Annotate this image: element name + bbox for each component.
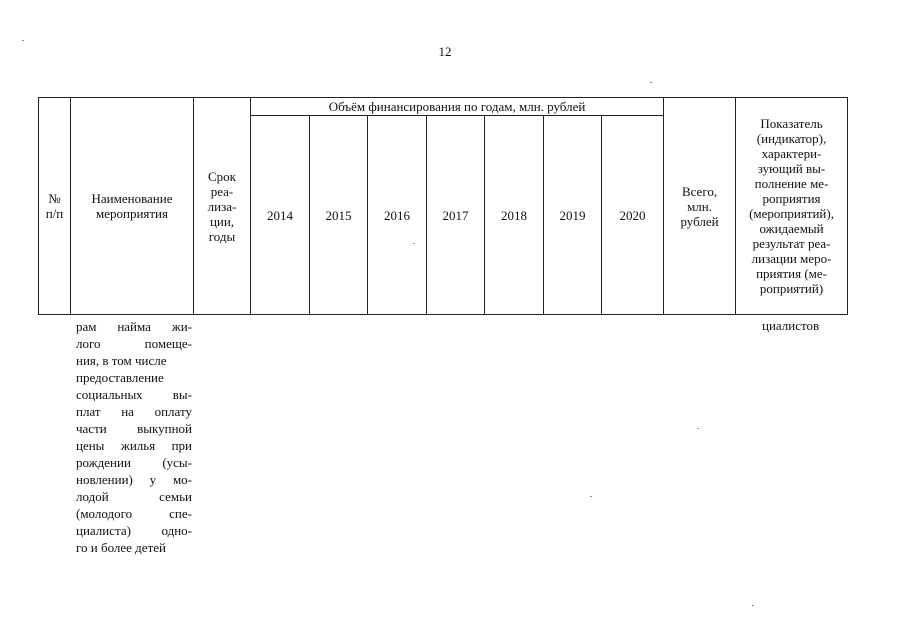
header-num — [39, 98, 71, 315]
header-name-line: мероприятия — [95, 206, 168, 221]
header-indicator — [736, 98, 848, 315]
year-2019: 2019 — [544, 116, 602, 315]
name-line: части выкупной — [76, 421, 192, 436]
name-line: социальных вы- — [76, 387, 192, 402]
year-2014: 2014 — [251, 116, 310, 315]
name-line: рам найма жи- — [76, 319, 192, 334]
name-line: цены жилья при — [76, 438, 192, 453]
header-indicator-line: Показатель — [760, 116, 823, 131]
scan-speck — [752, 605, 754, 606]
continuation-indicator-text: циалистов — [762, 318, 820, 333]
header-indicator-line: ожидаемый — [759, 221, 824, 236]
header-term-line: Срок — [208, 168, 236, 184]
name-line: лодой семьи — [76, 489, 192, 504]
year-2016: 2016 — [368, 116, 427, 315]
header-indicator-line: характери- — [761, 146, 822, 161]
header-indicator-line: приятия (ме- — [756, 266, 827, 281]
header-total-line: рублей — [680, 213, 719, 229]
name-line: новлении) у мо- — [76, 472, 192, 487]
header-indicator-line: (индикатор), — [756, 131, 827, 146]
header-indicator-line: результат реа- — [752, 236, 831, 251]
page-number: 12 — [438, 44, 452, 59]
name-line: го и более детей — [76, 540, 166, 555]
header-table — [38, 97, 848, 315]
header-name — [71, 98, 194, 315]
header-indicator-line: роприятий) — [759, 281, 824, 296]
header-total-line: Всего, — [681, 183, 718, 199]
name-line: рождении (усы- — [76, 455, 192, 470]
header-term-line: ции, — [209, 213, 235, 229]
name-line: (молодого спе- — [76, 506, 192, 521]
name-line: лого помеще- — [76, 336, 192, 351]
header-name-line: Наименование — [91, 191, 173, 206]
header-funding: Объём финансирования по годам, млн. рублей — [251, 98, 664, 116]
header-indicator-line: полнение ме- — [754, 176, 829, 191]
name-line: циалиста) одно- — [76, 523, 192, 538]
header-indicator-line: лизации меро- — [751, 251, 832, 266]
header-term-line: годы — [208, 228, 236, 244]
header-num-line: № — [48, 191, 61, 206]
year-2017: 2017 — [427, 116, 485, 315]
scan-speck — [413, 243, 415, 244]
header-total — [664, 98, 736, 315]
scan-speck — [590, 496, 592, 497]
header-num-line: п/п — [45, 206, 64, 221]
continuation-name-text — [76, 318, 192, 556]
scan-speck — [22, 40, 24, 41]
year-2020: 2020 — [602, 116, 664, 315]
header-indicator-line: (мероприятий), — [749, 206, 834, 221]
year-2018: 2018 — [485, 116, 544, 315]
name-line: ния, в том числе — [76, 353, 167, 368]
header-term-line: лиза- — [207, 198, 237, 214]
scan-speck — [697, 428, 699, 429]
header-term — [194, 98, 251, 315]
year-2015: 2015 — [310, 116, 368, 315]
scan-speck — [650, 82, 652, 83]
header-indicator-line: зующий вы- — [757, 161, 826, 176]
name-line: плат на оплату — [76, 404, 192, 419]
header-indicator-line: роприятия — [762, 191, 821, 206]
name-line: предоставление — [76, 370, 164, 385]
header-term-line: реа- — [210, 183, 234, 199]
header-total-line: млн. — [687, 198, 712, 214]
